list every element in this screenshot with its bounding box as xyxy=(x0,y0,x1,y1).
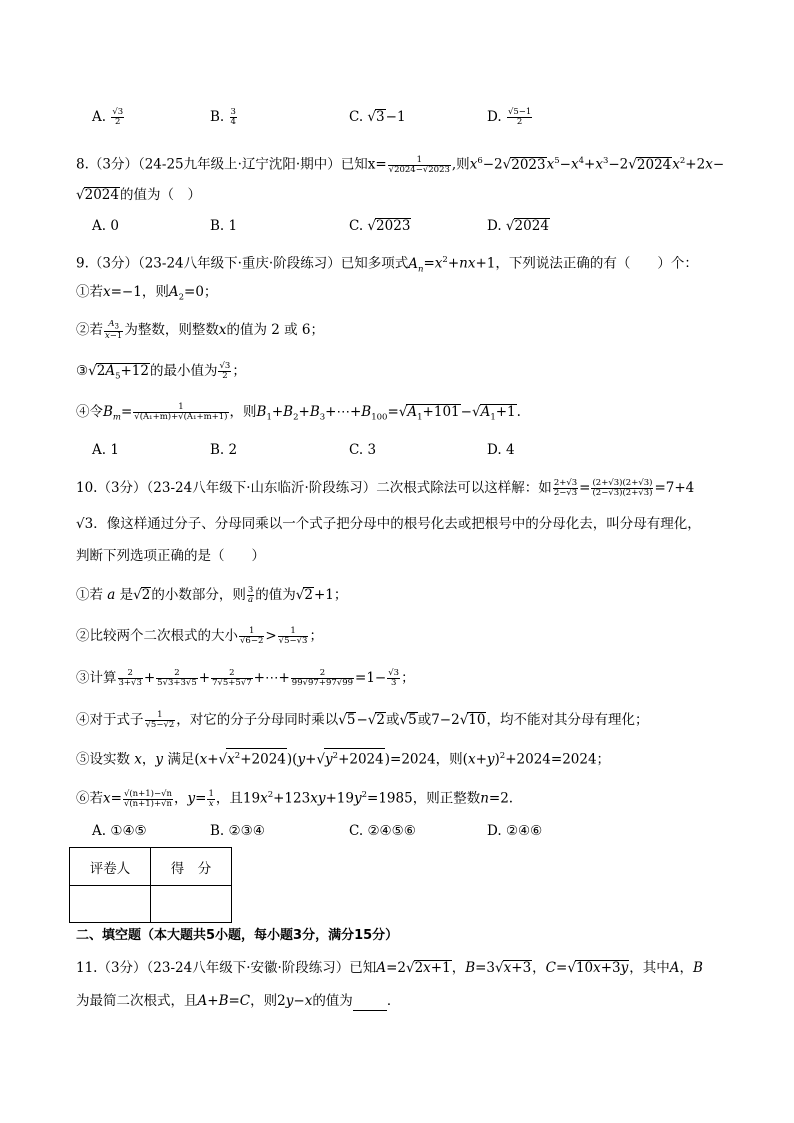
q10-item-6: ⑥若x= $\frac{√(n+1)-√n}{√(n+1)+√n}$ ，y= $\frac{1}{x}$ ，且$19x^2+123xy+19y^2=1985$，则正整数n=2. xyxy=(76,788,514,809)
q9-item-4: ④令$B_m=$ $\frac{1}{\text{√(A₁+m)+√(A₁+m+1)}}$ ，则$B_1+B_2+B_3+\cdots+B_{100}=√A_1+101-√A_1+1$. xyxy=(76,402,521,428)
q7-option-b-formula: $\frac{3}{4}$ xyxy=(230,107,236,127)
q9-option-d: D. 4 xyxy=(487,442,515,458)
q7-option-a-formula: $\frac{√3}{2}$ xyxy=(112,107,124,127)
q10-stem-line2: √3．像这样通过分子、分母同乘以一个式子把分母中的根号化去或把根号中的分母化去，叫分母有理化， xyxy=(76,516,701,532)
q10-option-c: C. ②④⑤⑥ xyxy=(349,823,416,839)
q10-item-3: ③计算 $\frac{2}{3+√3}$ + $\frac{2}{5√3+3√5}$ + $\frac{2}{7√5+5√7}$ +⋯+ $\frac{2}{99√97+97√99}$ =1− $\frac{√3}{3}$ ； xyxy=(76,668,415,688)
q11-stem-line1: 11.（3分）（23-24八年级下·安徽·阶段练习）已知A=2√2x+1，B=3√x+3，C=√10x+3y，其中A，B xyxy=(76,960,703,976)
q7-option-d-formula: $\frac{√5-1}{2}$ xyxy=(507,107,532,127)
q8-stem-line2: √2024的值为（ ） xyxy=(76,187,201,203)
q9-option-b: B. 2 xyxy=(210,442,238,458)
q7-option-b: B. $\frac{3}{4}$ xyxy=(210,107,236,127)
q8-option-c: C. √2023 xyxy=(349,218,411,234)
q11-answer-blank[interactable] xyxy=(353,996,387,1011)
score-table-grader-cell[interactable] xyxy=(70,886,151,923)
q9-item-3: $③√2A_5+12$的最小值为 $\frac{√3}{2}$ ； xyxy=(76,361,246,385)
q10-item-1: ①若 a 是√2的小数部分，则 $\frac{3}{a}$ 的值为√2+1； xyxy=(76,585,348,605)
score-table-score-header: 得 分 xyxy=(151,848,232,886)
q10-stem-line3: 判断下列选项正确的是（ ） xyxy=(76,548,265,564)
q8-option-b: B. 1 xyxy=(210,218,238,234)
q7-option-c: C. √3−1 xyxy=(349,109,406,125)
q7-option-a: A. $\frac{√3}{2}$ xyxy=(92,107,124,127)
q9-option-c: C. 3 xyxy=(349,442,377,458)
section-title: 二、填空题（本大题共5小题，每小题3分，满分15分） xyxy=(76,928,399,943)
q7-option-d: D. $\frac{√5-1}{2}$ xyxy=(487,107,532,127)
q8-option-d: D. √2024 xyxy=(487,218,549,234)
q10-option-d: D. ②④⑥ xyxy=(487,823,543,839)
q10-item-4: ④对于式子 $\frac{1}{√5-√2}$ ，对它的分子分母同时乘以√5−√2或√5或7−2√10，均不能对其分母有理化； xyxy=(76,710,649,730)
q9-item-1: ①若x=−1，则$A_2=0$； xyxy=(76,284,218,303)
q11-stem-line2: 为最简二次根式，且A+B=C，则2y−x的值为 ． xyxy=(76,993,401,1009)
q9-option-a: A. 1 xyxy=(92,442,119,458)
q9-item-2: ②若 $\frac{A_3}{x-1}$ 为整数，则整数x的值为 2 或 6； xyxy=(76,319,325,341)
score-table xyxy=(69,847,232,923)
q10-stem-line1: 10.（3分）（23-24八年级下·山东临沂·阶段练习）二次根式除法可以这样解：如 $\frac{2+√3}{2-√3}$ = $\frac{(2+√3)(2+√3)}{(2-√3)(2+√3)}$ =7+4 xyxy=(76,478,695,498)
score-table-grader-header: 评卷人 xyxy=(70,848,151,886)
q9-stem: 9.（3分）（23-24八年级下·重庆·阶段练习）已知多项式$A_n=x^2+nx+1$，下列说法正确的有（ ）个： xyxy=(76,255,698,275)
q8-stem: 8.（3分）（24-25九年级上·辽宁沈阳·期中）已知x= $\frac{1}{√2024-√2023}$ ,则$x^6-2√2023x^5-x^4+x^3-2√2024x^2+2x-$ xyxy=(76,154,725,175)
q10-item-2: ②比较两个二次根式的大小 $\frac{1}{√6-2}$ > $\frac{1}{√5-√3}$ ； xyxy=(76,626,323,646)
q10-option-b: B. ②③④ xyxy=(210,823,265,839)
q10-option-a: A. ①④⑤ xyxy=(92,823,147,839)
q8-option-a: A. 0 xyxy=(92,218,119,234)
q10-item-5: ⑤设实数 x，y 满足$(x+√x^2+2024)(y+√y^2+2024)=2024$，则$(x+y)^2+2024=2024$； xyxy=(76,746,610,770)
score-table-score-cell[interactable] xyxy=(151,886,232,923)
